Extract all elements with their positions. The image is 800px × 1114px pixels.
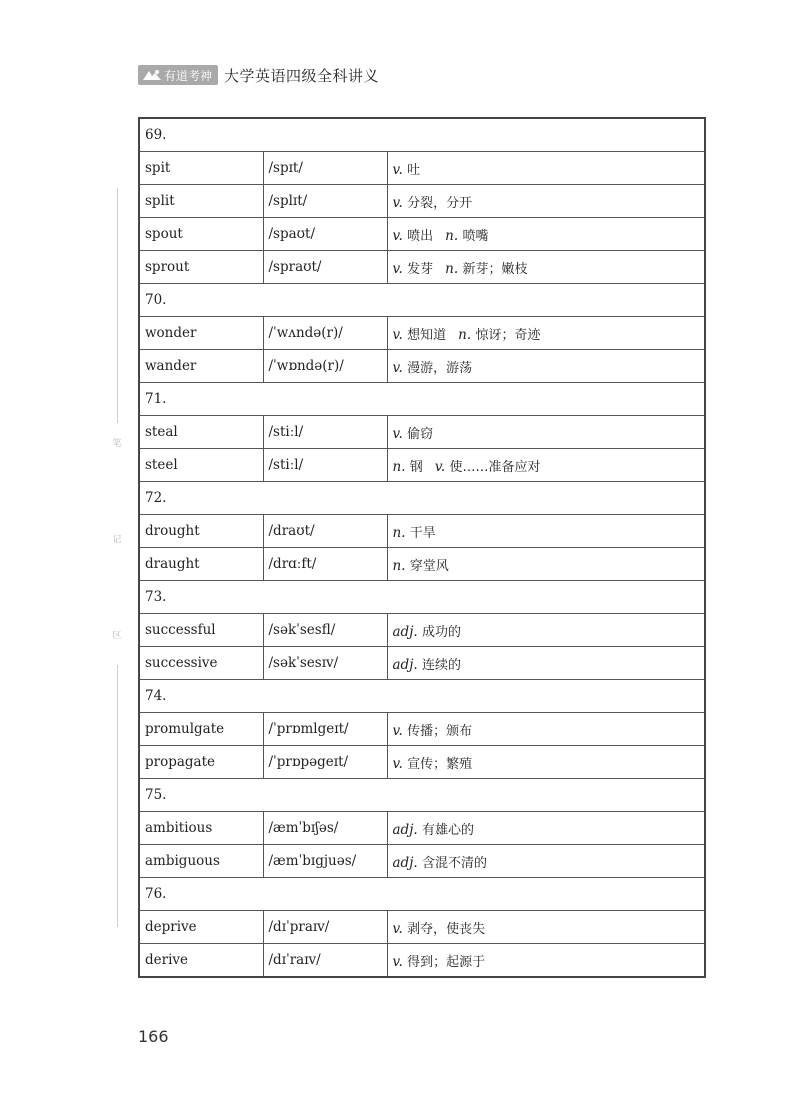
group-number: 72. (139, 482, 705, 515)
meaning-cell (387, 812, 705, 845)
vocab-row (139, 845, 705, 878)
part-of-speech: v. (392, 326, 403, 343)
part-of-speech: v. (392, 722, 403, 739)
margin-label-record: 记 (112, 535, 122, 545)
page-number: 166 (138, 1027, 169, 1046)
vocab-row (139, 647, 705, 680)
group-number: 76. (139, 878, 705, 911)
phonetic-cell: /æmˈbɪgjuəs/ (263, 845, 387, 878)
meaning-cell (387, 944, 705, 978)
meaning-cell (387, 746, 705, 779)
meaning-text: 使……准备应对 (449, 459, 541, 475)
part-of-speech: adj. (392, 821, 418, 838)
meaning-text: 含混不清的 (421, 855, 487, 871)
group-number: 71. (139, 383, 705, 416)
part-of-speech: v. (392, 425, 403, 442)
meaning-cell (387, 416, 705, 449)
word-cell: promulgate (139, 713, 263, 746)
part-of-speech: v. (392, 755, 403, 772)
meaning-text: 有雄心的 (421, 822, 474, 838)
word-cell: draught (139, 548, 263, 581)
meaning-text: 喷嘴 (462, 228, 489, 244)
vocab-row (139, 713, 705, 746)
phonetic-cell: /səkˈsesfl/ (263, 614, 387, 647)
meaning-text: 分裂，分开 (407, 195, 473, 211)
meaning-text: 干旱 (409, 525, 436, 541)
phonetic-cell: /spaʊt/ (263, 218, 387, 251)
vocab-row (139, 416, 705, 449)
part-of-speech: n. (458, 326, 472, 343)
word-cell: sprout (139, 251, 263, 284)
group-number: 75. (139, 779, 705, 812)
meaning-cell (387, 449, 705, 482)
word-cell: spout (139, 218, 263, 251)
meaning-text: 传播；颁布 (407, 723, 473, 739)
part-of-speech: v. (392, 920, 403, 937)
meaning-cell (387, 713, 705, 746)
part-of-speech: adj. (392, 656, 418, 673)
vocabulary-table (138, 117, 706, 978)
meaning-text: 剥夺，使丧失 (407, 921, 486, 937)
meaning-cell (387, 251, 705, 284)
brand-name: 有道考神 (164, 68, 213, 83)
meaning-cell (387, 614, 705, 647)
meaning-cell (387, 185, 705, 218)
group-number: 74. (139, 680, 705, 713)
brand-badge (138, 65, 218, 85)
vocab-row (139, 317, 705, 350)
word-cell: ambitious (139, 812, 263, 845)
part-of-speech: v. (392, 227, 403, 244)
word-cell: spit (139, 152, 263, 185)
vocab-row (139, 614, 705, 647)
meaning-text: 钢 (409, 459, 423, 475)
brand-logo-icon (142, 68, 162, 82)
vocab-row (139, 911, 705, 944)
meaning-cell (387, 152, 705, 185)
word-cell: propagate (139, 746, 263, 779)
word-cell: steal (139, 416, 263, 449)
part-of-speech: v. (392, 161, 403, 178)
phonetic-cell: /drɑːft/ (263, 548, 387, 581)
margin-divider-top (117, 188, 118, 423)
meaning-text: 宣传；繁殖 (407, 756, 473, 772)
meaning-text: 偷窃 (407, 426, 434, 442)
vocab-row (139, 350, 705, 383)
meaning-text: 新芽；嫩枝 (462, 261, 528, 277)
vocab-row (139, 515, 705, 548)
margin-divider-bottom (117, 665, 118, 927)
margin-label-area: 区 (112, 631, 122, 641)
phonetic-cell: /səkˈsesɪv/ (263, 647, 387, 680)
part-of-speech: v. (392, 359, 403, 376)
meaning-text: 喷出 (407, 228, 434, 244)
phonetic-cell: /splɪt/ (263, 185, 387, 218)
meaning-text: 漫游，游荡 (407, 360, 473, 376)
meaning-text: 成功的 (421, 624, 461, 640)
margin-label-note: 笔 (112, 439, 122, 449)
phonetic-cell: /spraʊt/ (263, 251, 387, 284)
phonetic-cell: /ˈwʌndə(r)/ (263, 317, 387, 350)
group-header-row (139, 581, 705, 614)
meaning-cell (387, 218, 705, 251)
word-cell: ambiguous (139, 845, 263, 878)
part-of-speech: adj. (392, 623, 418, 640)
meaning-text: 想知道 (407, 327, 447, 343)
vocab-row (139, 152, 705, 185)
word-cell: wonder (139, 317, 263, 350)
part-of-speech: adj. (392, 854, 418, 871)
group-header-row (139, 118, 705, 152)
part-of-speech: v. (392, 194, 403, 211)
meaning-cell (387, 911, 705, 944)
word-cell: drought (139, 515, 263, 548)
vocab-row (139, 812, 705, 845)
part-of-speech: n. (445, 227, 459, 244)
meaning-text: 发芽 (407, 261, 434, 277)
group-number: 69. (139, 118, 705, 152)
phonetic-cell: /æmˈbɪʃəs/ (263, 812, 387, 845)
vocab-row (139, 746, 705, 779)
phonetic-cell: /ˈprɒpəgeɪt/ (263, 746, 387, 779)
phonetic-cell: /stiːl/ (263, 416, 387, 449)
group-number: 73. (139, 581, 705, 614)
vocab-row (139, 251, 705, 284)
word-cell: deprive (139, 911, 263, 944)
part-of-speech: v. (392, 953, 403, 970)
group-header-row (139, 878, 705, 911)
meaning-cell (387, 845, 705, 878)
phonetic-cell: /dɪˈraɪv/ (263, 944, 387, 978)
meaning-text: 连续的 (421, 657, 461, 673)
meaning-text: 穿堂风 (409, 558, 449, 574)
group-header-row (139, 779, 705, 812)
word-cell: successful (139, 614, 263, 647)
part-of-speech: n. (445, 260, 459, 277)
group-number: 70. (139, 284, 705, 317)
part-of-speech: v. (434, 458, 446, 475)
phonetic-cell: /stiːl/ (263, 449, 387, 482)
vocab-row (139, 218, 705, 251)
part-of-speech: n. (392, 524, 406, 541)
page-header (138, 64, 379, 86)
vocab-row (139, 185, 705, 218)
meaning-cell (387, 317, 705, 350)
group-header-row (139, 482, 705, 515)
meaning-text: 惊讶；奇迹 (475, 327, 541, 343)
phonetic-cell: /ˈprɒmlgeɪt/ (263, 713, 387, 746)
part-of-speech: n. (392, 458, 406, 475)
vocab-row (139, 548, 705, 581)
part-of-speech: v. (392, 260, 403, 277)
word-cell: steel (139, 449, 263, 482)
vocab-row (139, 944, 705, 978)
meaning-cell (387, 515, 705, 548)
meaning-text: 得到；起源于 (407, 954, 486, 970)
word-cell: successive (139, 647, 263, 680)
meaning-cell (387, 647, 705, 680)
group-header-row (139, 680, 705, 713)
word-cell: wander (139, 350, 263, 383)
phonetic-cell: /ˈwɒndə(r)/ (263, 350, 387, 383)
word-cell: split (139, 185, 263, 218)
vocab-row (139, 449, 705, 482)
meaning-text: 吐 (407, 162, 421, 178)
phonetic-cell: /spɪt/ (263, 152, 387, 185)
book-title: 大学英语四级全科讲义 (224, 66, 380, 85)
meaning-cell (387, 548, 705, 581)
meaning-cell (387, 350, 705, 383)
phonetic-cell: /dɪˈpraɪv/ (263, 911, 387, 944)
word-cell: derive (139, 944, 263, 978)
group-header-row (139, 383, 705, 416)
part-of-speech: n. (392, 557, 406, 574)
phonetic-cell: /draʊt/ (263, 515, 387, 548)
group-header-row (139, 284, 705, 317)
